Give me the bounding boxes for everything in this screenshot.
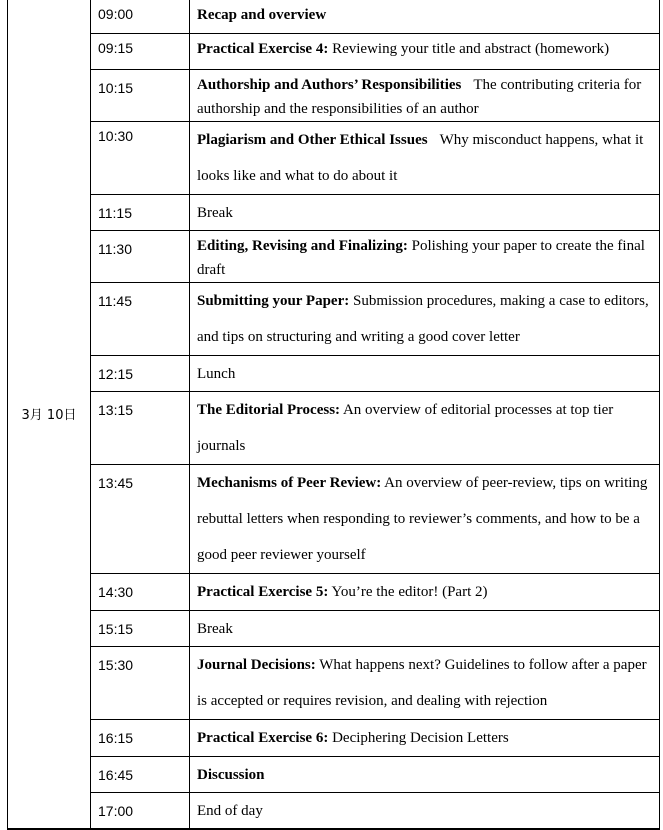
session-title: Mechanisms of Peer Review:	[197, 475, 382, 491]
session-body: Why misconduct happens, what it looks like and what to do about it	[197, 132, 644, 184]
table-row	[8, 283, 660, 356]
session-body: Polishing your paper to create the final draft	[197, 238, 645, 278]
session-time: 11:30	[91, 231, 190, 283]
session-title: Submitting your Paper:	[197, 293, 350, 309]
session-description	[190, 647, 660, 720]
session-title: Editing, Revising and Finalizing:	[197, 238, 408, 254]
session-description	[190, 574, 660, 611]
session-description	[190, 70, 660, 122]
schedule-table	[7, 0, 660, 830]
session-description	[190, 720, 660, 757]
session-title: Authorship and Authors’ Responsibilities	[197, 77, 462, 93]
session-description	[190, 793, 660, 829]
table-row	[8, 0, 660, 34]
session-body: Break	[197, 621, 233, 637]
table-row	[8, 647, 660, 720]
session-body: Lunch	[197, 366, 236, 382]
session-title: Journal Decisions:	[197, 657, 316, 673]
table-row	[8, 611, 660, 647]
session-body: Submission procedures, making a case to editors, and tips on structuring and writing a good cover letter	[197, 293, 649, 345]
session-body: An overview of editorial processes at top tier journals	[197, 402, 614, 454]
session-body: An overview of peer-review, tips on writing rebuttal letters when responding to reviewer’s comments, and how to be a good peer reviewer yourself	[197, 475, 648, 563]
session-time: 15:15	[91, 611, 190, 647]
session-description	[190, 34, 660, 70]
session-title: Plagiarism and Other Ethical Issues	[197, 132, 428, 148]
session-description	[190, 757, 660, 793]
session-time: 16:45	[91, 757, 190, 793]
session-body: Break	[197, 205, 233, 221]
session-time: 14:30	[91, 574, 190, 611]
session-time: 13:15	[91, 392, 190, 465]
session-description	[190, 195, 660, 231]
session-title: Recap and overview	[197, 7, 327, 23]
session-description	[190, 356, 660, 392]
session-description	[190, 465, 660, 574]
table-row	[8, 122, 660, 195]
session-title: Practical Exercise 5:	[197, 584, 329, 600]
session-description	[190, 122, 660, 195]
table-row	[8, 574, 660, 611]
session-description	[190, 611, 660, 647]
session-title: Discussion	[197, 767, 265, 783]
session-body: End of day	[197, 803, 263, 819]
session-time: 17:00	[91, 793, 190, 829]
session-title: Practical Exercise 4:	[197, 41, 329, 57]
session-time: 10:15	[91, 70, 190, 122]
table-row	[8, 195, 660, 231]
session-body: Deciphering Decision Letters	[328, 730, 509, 746]
session-time: 13:45	[91, 465, 190, 574]
session-time: 09:00	[91, 0, 190, 34]
table-row	[8, 231, 660, 283]
table-row	[8, 34, 660, 70]
session-body: You’re the editor! (Part 2)	[328, 584, 488, 600]
session-description	[190, 283, 660, 356]
table-row	[8, 356, 660, 392]
session-title: The Editorial Process:	[197, 402, 341, 418]
session-time: 16:15	[91, 720, 190, 757]
session-time: 11:15	[91, 195, 190, 231]
table-row	[8, 757, 660, 793]
session-time: 11:45	[91, 283, 190, 356]
session-description	[190, 231, 660, 283]
session-title: Practical Exercise 6:	[197, 730, 329, 746]
session-body: Reviewing your title and abstract (homework)	[328, 41, 610, 57]
table-row	[8, 720, 660, 757]
session-time: 10:30	[91, 122, 190, 195]
table-row	[8, 70, 660, 122]
table-row	[8, 793, 660, 829]
session-time: 15:30	[91, 647, 190, 720]
session-description	[190, 392, 660, 465]
session-body: What happens next? Guidelines to follow after a paper is accepted or requires revision, and dealing with rejection	[197, 657, 647, 709]
session-description	[190, 0, 660, 34]
table-row	[8, 465, 660, 574]
session-time: 12:15	[91, 356, 190, 392]
table-row	[8, 392, 660, 465]
day-date: 3月 10日	[8, 0, 91, 829]
session-body: The contributing criteria for authorship and the responsibilities of an author	[197, 77, 642, 117]
session-time: 09:15	[91, 34, 190, 70]
